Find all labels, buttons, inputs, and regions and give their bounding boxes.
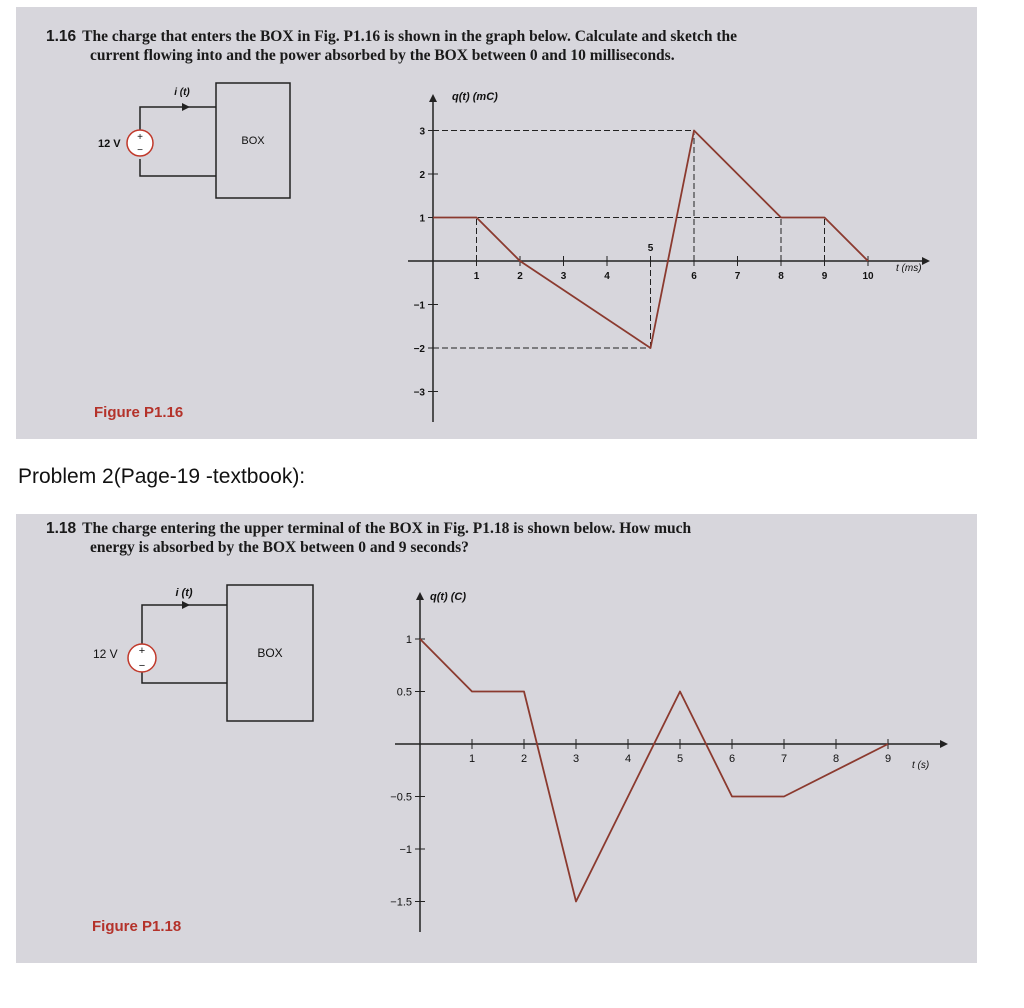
y-tick-label: 0.5 (396, 686, 412, 699)
problem-text-line2: energy is absorbed by the BOX between 0 and 9 seconds? (90, 539, 469, 556)
bottom-wire (140, 159, 216, 176)
x-axis-arrow-icon (940, 740, 948, 748)
figure-caption-p118: Figure P1.18 (92, 918, 182, 935)
y-tick-label: −0.5 (390, 791, 412, 804)
problem-116-panel (16, 7, 977, 439)
x-tick-label: 3 (572, 753, 580, 765)
minus-sign: − (138, 660, 146, 672)
x-tick-label: 5 (676, 753, 684, 765)
x-tick-label: 3 (560, 271, 567, 282)
x-tick-label: 9 (821, 271, 828, 282)
problem-text-line2: current flowing into and the power absorbed by the BOX between 0 and 10 milliseconds. (90, 47, 675, 64)
box-label: BOX (241, 135, 265, 147)
y-axis-arrow-icon (416, 592, 424, 600)
problem-118-panel (16, 514, 977, 963)
plus-sign: + (138, 645, 146, 657)
current-arrow-icon (182, 601, 190, 609)
x-tick-label: 7 (734, 271, 741, 282)
x-tick-label: 6 (728, 753, 736, 765)
charge-graph-p118 (390, 591, 948, 932)
box-label: BOX (257, 646, 283, 660)
figure-p118 (16, 514, 977, 963)
y-axis-label: q(t) (C) (430, 591, 467, 603)
y-tick-label: 2 (419, 170, 425, 181)
problem-text-line1: The charge entering the upper terminal of the BOX in Fig. P1.18 is shown below. How much (82, 520, 692, 537)
minus-sign: − (137, 145, 143, 156)
charge-curve (420, 639, 888, 902)
figure-caption-p116: Figure P1.16 (94, 404, 184, 421)
y-axis-arrow-icon (429, 94, 437, 102)
current-label: i (t) (175, 587, 193, 599)
x-tick-label: 1 (468, 753, 476, 765)
x-axis-label: t (ms) (896, 263, 922, 274)
y-tick-label: 1 (419, 213, 425, 225)
x-tick-label: 2 (517, 271, 523, 282)
plus-sign: + (137, 132, 143, 143)
x-tick-label: 8 (832, 753, 840, 765)
problem-2-heading: Problem 2(Page-19 -textbook): (18, 465, 306, 488)
y-tick-label: 3 (419, 126, 425, 138)
x-tick-label: 6 (691, 271, 697, 282)
problem-number: 1.16 (46, 28, 77, 45)
y-tick-label: −2 (413, 344, 425, 355)
x-tick-label: 2 (520, 753, 528, 765)
problem-number: 1.18 (46, 520, 77, 537)
x-tick-label: 10 (862, 271, 874, 282)
x-tick-label: 4 (604, 271, 610, 282)
y-tick-label: −1 (399, 844, 412, 856)
problem-text-line1: The charge that enters the BOX in Fig. P1.16 is shown in the graph below. Calculate and sketch the (82, 28, 738, 45)
figure-p116 (16, 7, 977, 439)
y-tick-label: −1 (413, 300, 425, 312)
charge-graph-p116 (408, 91, 930, 422)
y-axis-label: q(t) (mC) (452, 91, 498, 103)
y-tick-label: 1 (405, 634, 412, 646)
circuit-p116 (98, 83, 290, 198)
x-tick-label: 4 (624, 753, 632, 765)
x-tick-label: 9 (884, 753, 892, 765)
circuit-p118 (93, 585, 313, 721)
x-tick-label: 8 (778, 271, 784, 282)
current-arrow-icon (182, 103, 190, 111)
y-tick-label: −1.5 (390, 896, 412, 909)
y-tick-label: −3 (413, 387, 425, 399)
x-axis-label: t (s) (912, 760, 930, 771)
x-axis-arrow-icon (922, 257, 930, 265)
current-label: i (t) (174, 87, 190, 98)
voltage-label: 12 V (93, 647, 118, 661)
voltage-label: 12 V (98, 138, 121, 150)
x-tick-label: 7 (780, 753, 788, 765)
bottom-wire (142, 666, 227, 683)
x-tick-label: 1 (473, 271, 480, 282)
x-tick-label: 5 (647, 243, 654, 254)
top-wire (142, 605, 227, 650)
